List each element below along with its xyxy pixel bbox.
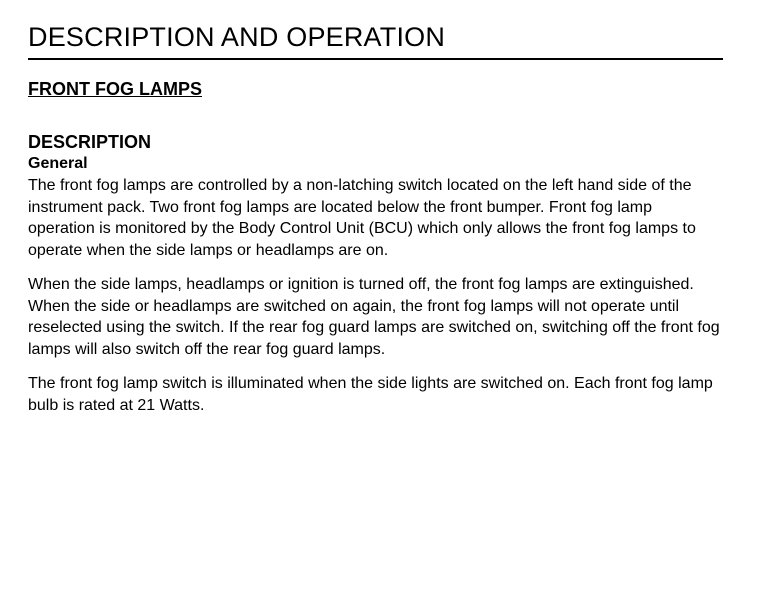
section-title: FRONT FOG LAMPS — [28, 79, 202, 99]
subheading-general: General — [28, 155, 88, 172]
body-paragraph-3: The front fog lamp switch is illuminated when the side lights are switched on. Each front fog lamp bulb is rated at 21 Watts. — [28, 375, 713, 414]
body-paragraph-1: The front fog lamps are controlled by a non-latching switch located on the left hand side of the instrument pack. Two front fog lamps are located below the front bumper. Front fog lamp operation is monitored by the Body Control Unit (BCU) which only allows the front fog lamps to operate when the side lamps or headlamps are on. — [28, 177, 696, 259]
page-title: DESCRIPTION AND OPERATION — [28, 22, 446, 52]
body-paragraph-2: When the side lamps, headlamps or ignition is turned off, the front fog lamps are extinguished. When the side or headlamps are switched on again, the front fog lamps will not operate until reselected using the switch. If the rear fog guard lamps are switched on, switching off the front fog lamps will also switch off the rear fog guard lamps. — [28, 276, 720, 358]
page-header — [28, 0, 723, 60]
subsection-title: DESCRIPTION — [28, 132, 152, 152]
